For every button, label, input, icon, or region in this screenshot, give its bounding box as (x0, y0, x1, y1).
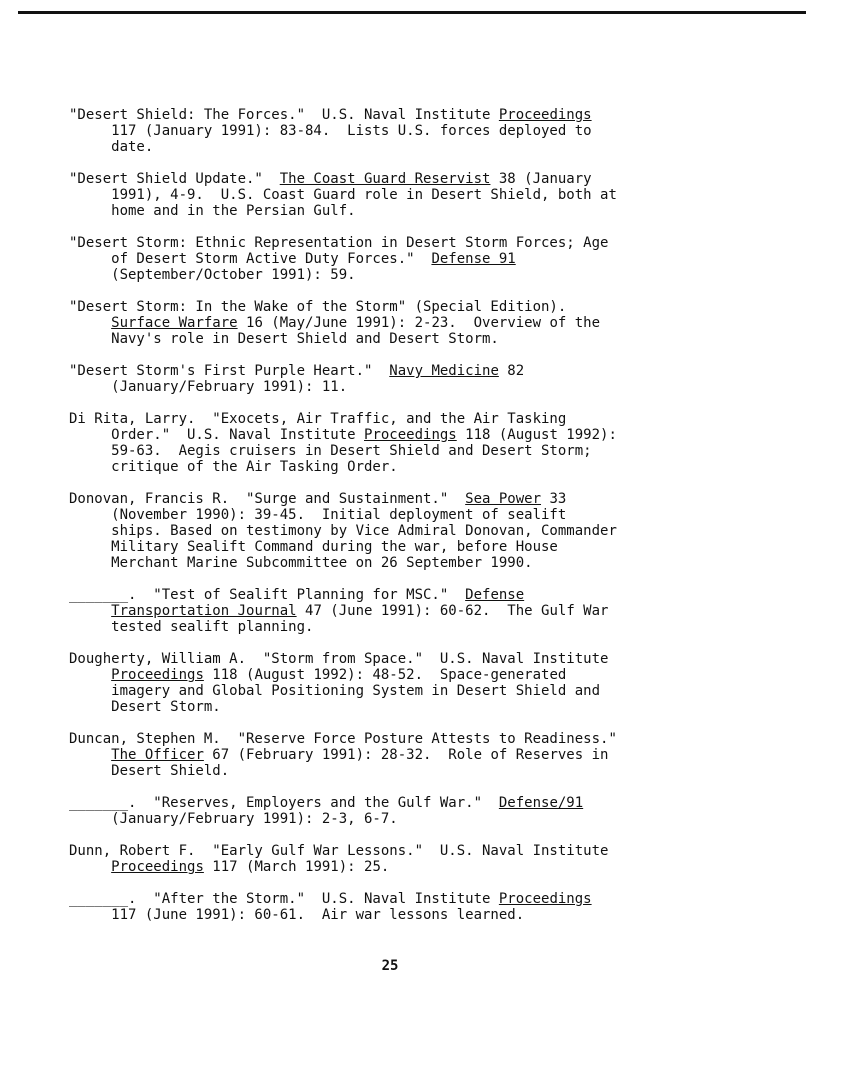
bibliography-entry (69, 731, 839, 779)
underlined-title: Defense 91 (431, 251, 516, 267)
entry-text (69, 747, 111, 763)
entry-text: date. (69, 139, 154, 155)
entry-text: 16 (May/June 1991): 2-23. Overview of the (237, 315, 601, 331)
bibliography-list (69, 107, 839, 939)
underlined-title: Defense/91 (498, 795, 584, 811)
entry-text: 59-63. Aegis cruisers in Desert Shield and Desert Storm; (69, 443, 592, 459)
entry-text: 118 (August 1992): 48-52. Space-generated (203, 667, 567, 683)
entry-text: _______. "Test of Sealift Planning for MSC." (69, 587, 466, 603)
bibliography-entry (69, 843, 839, 875)
underlined-title: Proceedings (498, 891, 592, 907)
entry-text: Donovan, Francis R. "Surge and Sustainment." (69, 491, 466, 507)
bibliography-entry (69, 299, 839, 347)
entry-text: 33 (541, 491, 567, 507)
underlined-title: Surface Warfare (111, 315, 238, 331)
entry-text: 38 (January (490, 171, 592, 187)
entry-text: home and in the Persian Gulf. (69, 203, 356, 219)
entry-text: Military Sealift Command during the war, before House (69, 539, 558, 555)
entry-text: Dougherty, William A. "Storm from Space." U.S. Naval Institute (69, 651, 609, 667)
entry-text: (January/February 1991): 11. (69, 379, 348, 395)
entry-text: Desert Shield. (69, 763, 230, 779)
bibliography-entry (69, 651, 839, 715)
bibliography-entry (69, 795, 839, 827)
entry-text (69, 667, 111, 683)
entry-text: "Desert Storm's First Purple Heart." (69, 363, 390, 379)
entry-text: "Desert Storm: In the Wake of the Storm" (Special Edition). (69, 299, 567, 315)
entry-text: 82 (498, 363, 525, 379)
entry-text: of Desert Storm Active Duty Forces." (69, 251, 432, 267)
entry-text: imagery and Global Positioning System in Desert Shield and (69, 683, 601, 699)
entry-text: 117 (January 1991): 83-84. Lists U.S. forces deployed to (69, 123, 592, 139)
entry-text: _______. "After the Storm." U.S. Naval Institute (69, 891, 499, 907)
entry-text: 117 (March 1991): 25. (203, 859, 390, 875)
entry-text: (January/February 1991): 2-3, 6-7. (69, 811, 398, 827)
entry-text: "Desert Shield: The Forces." U.S. Naval Institute (69, 107, 499, 123)
underlined-title: Proceedings (111, 859, 204, 875)
entry-text: "Desert Storm: Ethnic Representation in Desert Storm Forces; Age (69, 235, 609, 251)
bibliography-entry (69, 491, 839, 571)
bibliography-entry (69, 891, 839, 923)
underlined-title: The Officer (111, 747, 204, 763)
underlined-title: Transportation Journal (111, 603, 297, 619)
underlined-title: Proceedings (111, 667, 204, 683)
entry-text: tested sealift planning. (69, 619, 314, 635)
entry-text: Duncan, Stephen M. "Reserve Force Posture Attests to Readiness." (69, 731, 617, 747)
top-rule (18, 11, 806, 14)
underlined-title: Proceedings (364, 427, 457, 443)
underlined-title: Navy Medicine (389, 363, 499, 379)
entry-text: Navy's role in Desert Shield and Desert Storm. (69, 331, 499, 347)
entry-text: (November 1990): 39-45. Initial deployment of sealift (69, 507, 567, 523)
bibliography-entry (69, 411, 839, 475)
entry-text: 67 (February 1991): 28-32. Role of Reserves in (203, 747, 609, 763)
entry-text: Order." U.S. Naval Institute (69, 427, 365, 443)
entry-text: Dunn, Robert F. "Early Gulf War Lessons." U.S. Naval Institute (69, 843, 609, 859)
entry-text: "Desert Shield Update." (69, 171, 280, 187)
entry-text (69, 859, 111, 875)
entry-text: 47 (June 1991): 60-62. The Gulf War (296, 603, 609, 619)
entry-text: _______. "Reserves, Employers and the Gulf War." (69, 795, 499, 811)
entry-text: Di Rita, Larry. "Exocets, Air Traffic, and the Air Tasking (69, 411, 567, 427)
bibliography-entry (69, 171, 839, 219)
entry-text: Merchant Marine Subcommittee on 26 September 1990. (69, 555, 533, 571)
entry-text (69, 315, 111, 331)
page-number: 25 (381, 958, 399, 974)
entry-text: Desert Storm. (69, 699, 221, 715)
entry-text: ships. Based on testimony by Vice Admiral Donovan, Commander (69, 523, 617, 539)
entry-text: 118 (August 1992): (456, 427, 617, 443)
bibliography-entry (69, 363, 839, 395)
entry-text: critique of the Air Tasking Order. (69, 459, 398, 475)
bibliography-entry (69, 235, 839, 283)
underlined-title: Proceedings (498, 107, 592, 123)
underlined-title: Sea Power (465, 491, 542, 507)
bibliography-entry (69, 587, 839, 635)
underlined-title: The Coast Guard Reservist (279, 171, 491, 187)
entry-text: (September/October 1991): 59. (69, 267, 356, 283)
entry-text (69, 603, 111, 619)
underlined-title: Defense (465, 587, 525, 603)
bibliography-entry (69, 107, 839, 155)
entry-text: 117 (June 1991): 60-61. Air war lessons learned. (69, 907, 525, 923)
entry-text: 1991), 4-9. U.S. Coast Guard role in Desert Shield, both at (69, 187, 617, 203)
